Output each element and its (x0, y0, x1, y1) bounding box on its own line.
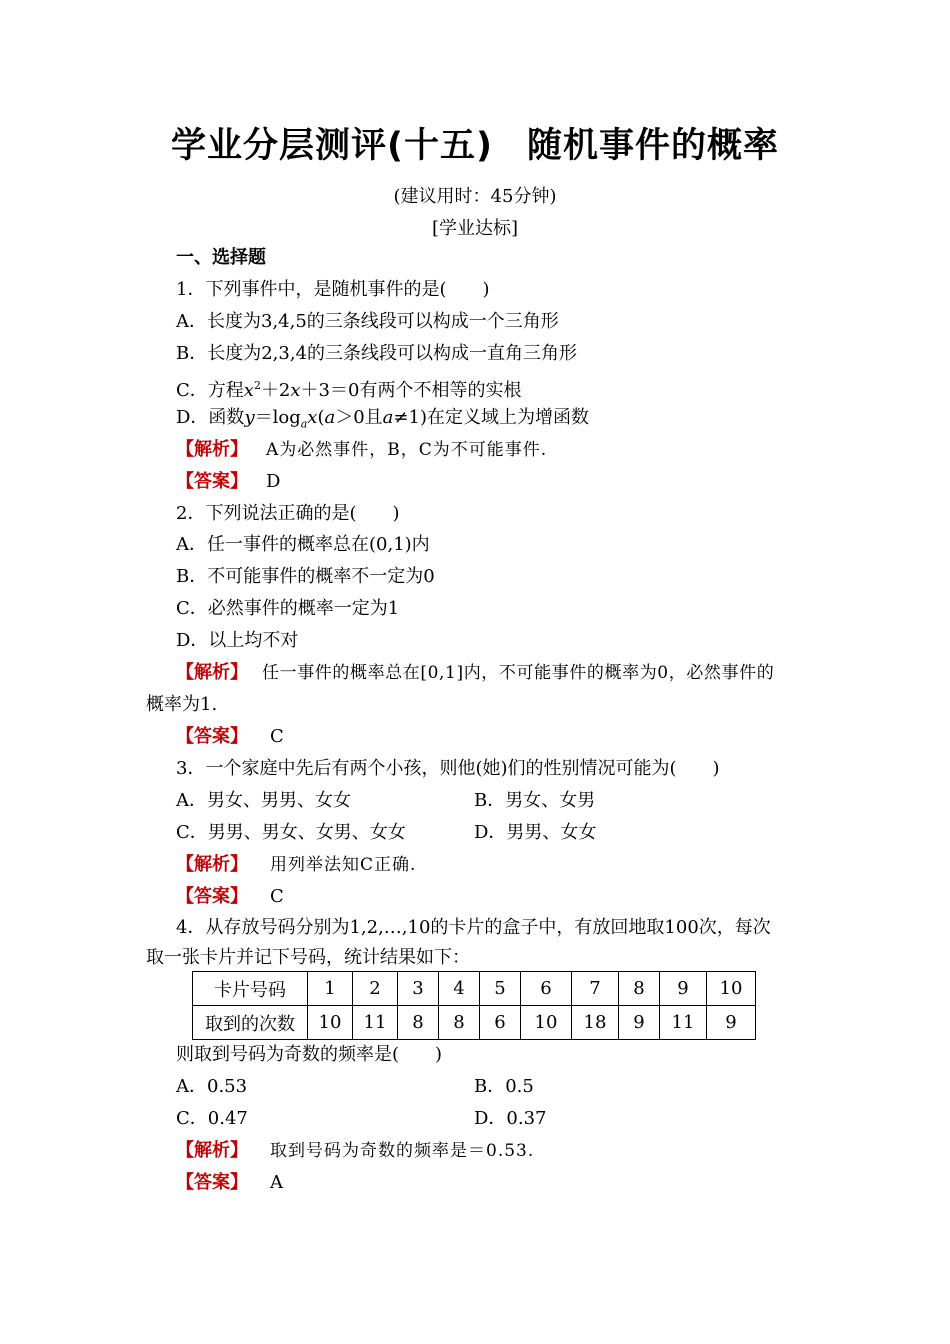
q1-option-d: D．函数$y=\log_ax(a>0$且a≠1)在定义域上为增函数 (176, 407, 589, 431)
table-cell: 4 (439, 972, 480, 1006)
table-cell: 2 (353, 972, 398, 1006)
q1-answer: 【答案】 D (176, 471, 281, 492)
q3-option-c: C．男男、男女、女男、女女 (176, 822, 406, 843)
q2-analysis: 【解析】 任一事件的概率总在[0,1]内，不可能事件的概率为0，必然事件的 (176, 662, 775, 683)
table-row-header: 卡片号码 (193, 972, 308, 1006)
q4-stem: 4．从存放号码分别为1,2,…,10的卡片的盒子中，有放回地取100次，每次 (176, 917, 771, 938)
table-cell: 9 (707, 1006, 756, 1040)
q1-option-c: C．方程$x^2+2x+3=0$有两个不相等的实根 (176, 379, 522, 401)
table-cell: 10 (521, 1006, 572, 1040)
table-cell: 8 (619, 972, 660, 1006)
level-heading: [学业达标] (431, 218, 519, 239)
answer-label: 【答案】 (176, 471, 248, 492)
analysis-label: 【解析】 (176, 662, 248, 683)
table-row (193, 1006, 756, 1040)
q4-answer: 【答案】 A (176, 1172, 283, 1193)
q4-option-b: B．0.5 (474, 1076, 534, 1097)
table-cell: 5 (480, 972, 521, 1006)
q1-analysis: 【解析】 A为必然事件，B，C为不可能事件. (176, 439, 548, 460)
time-hint: (建议用时：45分钟) (393, 186, 557, 207)
table-cell: 10 (707, 972, 756, 1006)
analysis-label: 【解析】 (176, 854, 248, 875)
title-main: 学业分层测评(十五) (170, 126, 493, 166)
table-cell: 8 (439, 1006, 480, 1040)
table-row (193, 972, 756, 1006)
q4-option-d: D．0.37 (474, 1108, 547, 1129)
frequency-table (192, 971, 756, 1040)
table-cell: 8 (398, 1006, 439, 1040)
q3-stem: 3．一个家庭中先后有两个小孩，则他(她)们的性别情况可能为( ) (176, 758, 720, 779)
q4-option-a: A．0.53 (176, 1076, 248, 1097)
table-cell: 11 (660, 1006, 707, 1040)
answer-label: 【答案】 (176, 1172, 248, 1193)
title-topic: 随机事件的概率 (526, 126, 779, 166)
table-cell: 6 (521, 972, 572, 1006)
q2-option-a: A．任一事件的概率总在(0,1)内 (176, 534, 430, 555)
table-cell: 9 (660, 972, 707, 1006)
q2-analysis-cont: 概率为1. (146, 694, 218, 715)
q4-question: 则取到号码为奇数的频率是( ) (176, 1044, 443, 1065)
answer-label: 【答案】 (176, 886, 248, 907)
q2-answer: 【答案】 C (176, 726, 284, 747)
q3-answer: 【答案】 C (176, 886, 284, 907)
q2-option-d: D．以上均不对 (176, 630, 299, 651)
answer-label: 【答案】 (176, 726, 248, 747)
analysis-label: 【解析】 (176, 1140, 248, 1161)
table-cell: 1 (308, 972, 353, 1006)
q1-option-a: A．长度为3,4,5的三条线段可以构成一个三角形 (176, 311, 559, 332)
table-row-header: 取到的次数 (193, 1006, 308, 1040)
table-cell: 10 (308, 1006, 353, 1040)
q3-option-a: A．男女、男男、女女 (176, 790, 351, 811)
q2-option-b: B．不可能事件的概率不一定为0 (176, 566, 435, 587)
page-title (0, 118, 950, 168)
table-cell: 18 (572, 1006, 619, 1040)
analysis-label: 【解析】 (176, 439, 248, 460)
q2-option-c: C．必然事件的概率一定为1 (176, 598, 400, 619)
q4-stem-cont: 取一张卡片并记下号码，统计结果如下： (146, 947, 470, 968)
q2-stem: 2．下列说法正确的是( ) (176, 503, 400, 524)
table-cell: 3 (398, 972, 439, 1006)
q4-option-c: C．0.47 (176, 1108, 248, 1129)
section-heading: 一、选择题 (176, 247, 266, 268)
q1-option-b: B．长度为2,3,4的三条线段可以构成一直角三角形 (176, 343, 578, 364)
q1-stem: 1．下列事件中，是随机事件的是( ) (176, 279, 490, 300)
q3-option-b: B．男女、女男 (474, 790, 596, 811)
table-cell: 7 (572, 972, 619, 1006)
q4-analysis: 【解析】 取到号码为奇数的频率是＝0.53. (176, 1140, 535, 1161)
q3-analysis: 【解析】 用列举法知C正确. (176, 854, 417, 875)
table-cell: 6 (480, 1006, 521, 1040)
table-cell: 11 (353, 1006, 398, 1040)
q3-option-d: D．男男、女女 (474, 822, 597, 843)
table-cell: 9 (619, 1006, 660, 1040)
